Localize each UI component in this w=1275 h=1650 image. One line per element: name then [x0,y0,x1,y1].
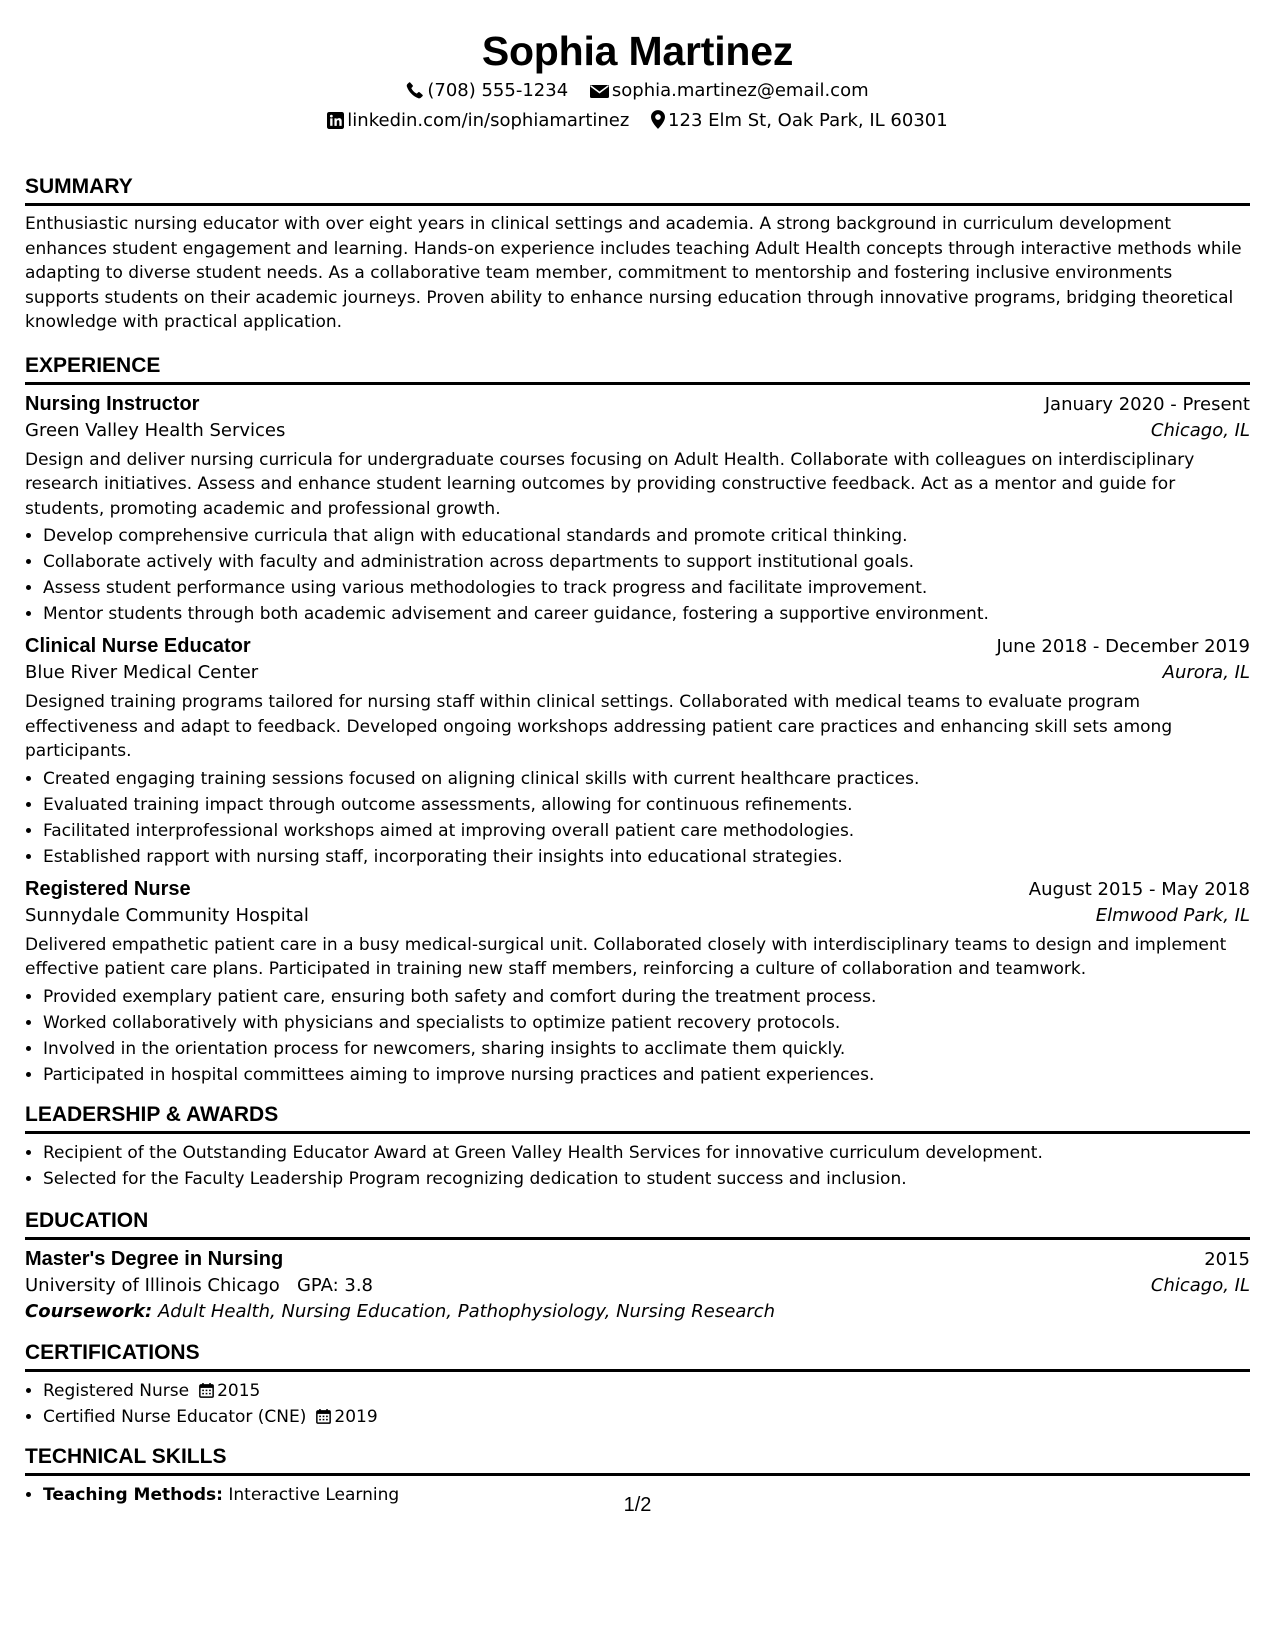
cert-year: 2019 [334,1406,378,1427]
skill-value: Interactive Learning [228,1484,400,1505]
job-header [25,635,1250,658]
summary-heading: SUMMARY [25,174,1250,206]
list-item: • Recipient of the Outstanding Educator Award at Green Valley Health Services for innovative curriculum development. [43,1140,1250,1166]
address-item [651,106,948,136]
job-subheader [25,420,1250,441]
job-dates: August 2015 - May 2018 [1028,878,1250,900]
list-item: • Created engaging training sessions focused on aligning clinical skills with current healthcare practices. [43,766,1250,792]
job-bullets [25,523,1250,627]
list-item: • Facilitated interprofessional workshops aimed at improving overall patient care methodologies. [43,818,1250,844]
email-item [590,76,869,106]
job-org: Blue River Medical Center [25,662,259,683]
skill-label: Teaching Methods: [43,1484,223,1505]
address-text: 123 Elm St, Oak Park, IL 60301 [668,110,948,131]
gpa: GPA: 3.8 [296,1274,374,1296]
job-header [25,393,1250,416]
education-subheader [25,1275,1250,1296]
cert-name: Certified Nurse Educator (CNE) [43,1406,307,1427]
list-item: • Worked collaboratively with physicians and specialists to optimize patient recovery protocols. [43,1010,1250,1036]
phone-item [406,76,568,106]
certifications-section [25,1340,1250,1430]
job-bullets [25,984,1250,1088]
summary-text: Enthusiastic nursing educator with over eight years in clinical settings and academia. A strong background in curriculum development enhances student engagement and learning. Hands-on experience includes teaching Adult Health concepts through interactive methods while adapting to diverse student needs. As a collaborative team member, commitment to mentorship and fostering inclusive environments supports students on their academic journeys. Proven ability to enhance nursing education through innovative programs, bridging theoretical knowledge with practical application. [25,214,1242,332]
school-name: University of Illinois Chicago [25,1274,280,1296]
list-item: • Selected for the Faculty Leadership Program recognizing dedication to student success and inclusion. [43,1166,1250,1192]
leadership-heading: LEADERSHIP & AWARDS [25,1102,1250,1134]
certifications-heading: CERTIFICATIONS [25,1340,1250,1372]
leadership-bullets [25,1140,1250,1192]
job-title: Nursing Instructor [25,392,200,415]
education-section [25,1208,1250,1322]
map-pin-icon [651,110,665,129]
job-entry [25,393,1250,628]
list-item: • Collaborate actively with faculty and administration across departments to support institutional goals. [43,549,1250,575]
list-item: • Assess student performance using various methodologies to track progress and facilitate improvement. [43,575,1250,601]
phone-text: (708) 555-1234 [427,80,569,101]
job-org: Sunnydale Community Hospital [25,904,309,926]
job-subheader [25,905,1250,926]
job-description: Designed training programs tailored for nursing staff within clinical settings. Collaborated with medical teams to evaluate program effectiveness and adapt to feedback. Developed ongoing workshops addressing patient care practices and enhancing skill sets among participants. [25,692,1173,761]
leadership-section [25,1102,1250,1192]
cert-year: 2015 [217,1380,261,1401]
education-header [25,1248,1250,1271]
list-item: • Evaluated training impact through outcome assessments, allowing for continuous refinements. [43,792,1250,818]
linkedin-text: linkedin.com/in/sophiamartinez [347,110,630,131]
list-item: • Provided exemplary patient care, ensuring both safety and comfort during the treatment process. [43,984,1250,1010]
list-item [43,1378,1250,1404]
job-description: Delivered empathetic patient care in a busy medical-surgical unit. Collaborated closely with interdisciplinary teams to design and implement effective patient care plans. Participated in training new staff members, reinforcing a culture of collaboration and teamwork. [25,934,1227,979]
linkedin-icon [327,112,344,129]
cert-name: Registered Nurse [43,1380,190,1401]
education-heading: EDUCATION [25,1208,1250,1240]
job-location: Elmwood Park, IL [1095,904,1250,926]
coursework-list: Adult Health, Nursing Education, Pathophysiology, Nursing Research [157,1300,776,1322]
job-bullets [25,766,1250,870]
envelope-icon [590,84,609,99]
experience-heading: EXPERIENCE [25,353,1250,385]
resume-page [25,0,1250,1508]
summary-section [25,174,1250,335]
job-description: Design and deliver nursing curricula for undergraduate courses focusing on Adult Health. Collaborate with colleagues on interdisciplinary research initiatives. Assess and enhance student learning outcomes by providing constructive feedback. Act as a mentor and guide for students, promoting academic and professional growth. [25,449,1195,519]
calendar-icon [316,1409,331,1424]
list-item: • Established rapport with nursing staff, incorporating their insights into educational strategies. [43,844,1250,870]
page-number: 1/2 [623,1494,652,1516]
phone-icon [406,81,424,99]
coursework-label: Coursework: [25,1300,153,1322]
job-location: Aurora, IL [1162,662,1250,683]
list-item: • Involved in the orientation process for newcomers, sharing insights to acclimate them quickly. [43,1036,1250,1062]
school-info [25,1275,373,1296]
school-location: Chicago, IL [1150,1274,1250,1296]
graduation-year: 2015 [1204,1248,1250,1270]
candidate-name: Sophia Martinez [481,28,794,74]
list-item: • Develop comprehensive curricula that align with educational standards and promote critical thinking. [43,523,1250,549]
linkedin-item [327,106,629,136]
job-title: Clinical Nurse Educator [25,635,251,657]
calendar-icon [199,1383,214,1398]
list-item: • Participated in hospital committees aiming to improve nursing practices and patient experiences. [43,1062,1250,1088]
contact-line-2 [25,106,1250,136]
job-dates: January 2020 - Present [1044,393,1250,415]
list-item [43,1404,1250,1430]
job-dates: June 2018 - December 2019 [996,636,1250,657]
job-location: Chicago, IL [1150,419,1250,441]
job-org: Green Valley Health Services [25,419,286,441]
job-title: Registered Nurse [25,877,191,900]
job-entry [25,878,1250,1088]
skills-heading: TECHNICAL SKILLS [25,1444,1250,1476]
degree-title: Master's Degree in Nursing [25,1247,284,1270]
job-header [25,878,1250,901]
contact-line-1 [25,76,1250,106]
email-text: sophia.martinez@email.com [611,80,869,101]
job-entry [25,635,1250,870]
certifications-list [25,1378,1250,1430]
coursework-line [25,1301,1250,1322]
job-subheader [25,662,1250,683]
list-item: • Mentor students through both academic advisement and career guidance, fostering a supportive environment. [43,601,1250,627]
experience-section [25,353,1250,1088]
